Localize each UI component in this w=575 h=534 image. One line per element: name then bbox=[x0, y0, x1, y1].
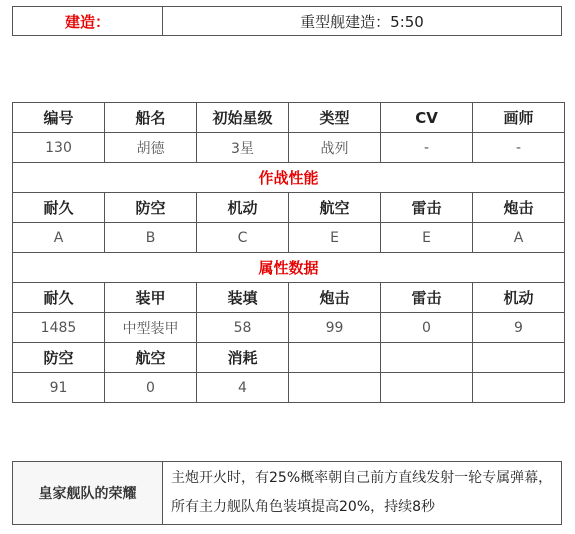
info-header-row bbox=[13, 103, 565, 133]
attribute-header: 雷击 bbox=[381, 283, 473, 313]
info-value-name: 胡德 bbox=[105, 133, 197, 163]
attributes-header-row-2 bbox=[13, 343, 565, 373]
info-header-name: 船名 bbox=[105, 103, 197, 133]
combat-header: 航空 bbox=[289, 193, 381, 223]
attribute-header: 耐久 bbox=[13, 283, 105, 313]
ship-stats-table bbox=[12, 102, 565, 403]
attribute-header: 消耗 bbox=[197, 343, 289, 373]
combat-section-row bbox=[13, 163, 565, 193]
attribute-value: 0 bbox=[381, 313, 473, 343]
combat-header: 炮击 bbox=[473, 193, 565, 223]
empty-cell bbox=[381, 373, 473, 403]
attribute-value: 1485 bbox=[13, 313, 105, 343]
info-header-type: 类型 bbox=[289, 103, 381, 133]
combat-grade: A bbox=[13, 223, 105, 253]
build-value: 重型舰建造：5:50 bbox=[163, 7, 562, 36]
empty-cell bbox=[289, 343, 381, 373]
attribute-value: 4 bbox=[197, 373, 289, 403]
info-value-cv: - bbox=[381, 133, 473, 163]
empty-cell bbox=[289, 373, 381, 403]
build-row bbox=[13, 7, 562, 36]
attribute-header: 机动 bbox=[473, 283, 565, 313]
attribute-value: 9 bbox=[473, 313, 565, 343]
combat-header: 耐久 bbox=[13, 193, 105, 223]
attribute-value: 58 bbox=[197, 313, 289, 343]
combat-header: 防空 bbox=[105, 193, 197, 223]
info-header-cv: CV bbox=[381, 103, 473, 133]
combat-grade: E bbox=[381, 223, 473, 253]
combat-grade: A bbox=[473, 223, 565, 253]
attribute-value: 99 bbox=[289, 313, 381, 343]
skill-table bbox=[12, 461, 562, 525]
attribute-header: 炮击 bbox=[289, 283, 381, 313]
attribute-header: 装甲 bbox=[105, 283, 197, 313]
attribute-header: 航空 bbox=[105, 343, 197, 373]
empty-cell bbox=[381, 343, 473, 373]
empty-cell bbox=[473, 373, 565, 403]
skill-row bbox=[13, 462, 562, 525]
attribute-header: 防空 bbox=[13, 343, 105, 373]
skill-description: 主炮开火时，有25%概率朝自己前方直线发射一轮专属弹幕，所有主力舰队角色装填提高20%，持续8秒 bbox=[163, 462, 562, 525]
build-time-table bbox=[12, 6, 562, 36]
attribute-value: 91 bbox=[13, 373, 105, 403]
info-header-rarity: 初始星级 bbox=[197, 103, 289, 133]
combat-grade: C bbox=[197, 223, 289, 253]
combat-value-row bbox=[13, 223, 565, 253]
combat-header: 机动 bbox=[197, 193, 289, 223]
info-value-id: 130 bbox=[13, 133, 105, 163]
attributes-header-row bbox=[13, 283, 565, 313]
attributes-section-row bbox=[13, 253, 565, 283]
attributes-value-row-2 bbox=[13, 373, 565, 403]
attribute-header: 装填 bbox=[197, 283, 289, 313]
info-value-type: 战列 bbox=[289, 133, 381, 163]
combat-header: 雷击 bbox=[381, 193, 473, 223]
attributes-value-row bbox=[13, 313, 565, 343]
info-value-row bbox=[13, 133, 565, 163]
attributes-section-title: 属性数据 bbox=[13, 253, 565, 283]
info-header-artist: 画师 bbox=[473, 103, 565, 133]
info-value-artist: - bbox=[473, 133, 565, 163]
skill-name: 皇家舰队的荣耀 bbox=[13, 462, 163, 525]
info-value-rarity: 3星 bbox=[197, 133, 289, 163]
empty-cell bbox=[473, 343, 565, 373]
combat-section-title: 作战性能 bbox=[13, 163, 565, 193]
attribute-value: 中型装甲 bbox=[105, 313, 197, 343]
attribute-value: 0 bbox=[105, 373, 197, 403]
build-label: 建造： bbox=[13, 7, 163, 36]
combat-grade: B bbox=[105, 223, 197, 253]
combat-grade: E bbox=[289, 223, 381, 253]
info-header-id: 编号 bbox=[13, 103, 105, 133]
combat-header-row bbox=[13, 193, 565, 223]
